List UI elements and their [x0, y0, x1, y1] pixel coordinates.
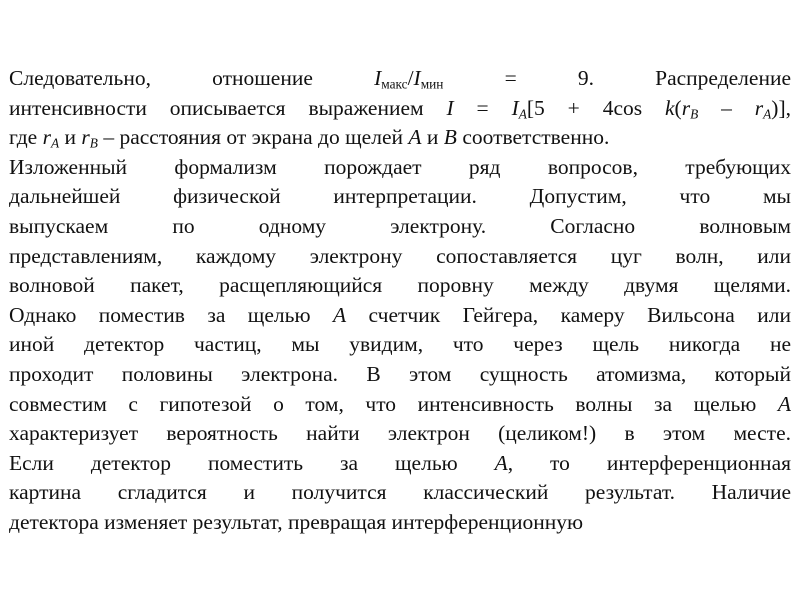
text-segment: Следовательно, отношение [9, 66, 375, 90]
text-line-11: проходит половины электрона. В этом сущность атомизма, который [9, 361, 791, 386]
intensity-ratio: $I_{макс}/I_{мин}$ [374, 66, 444, 92]
intensity-formula: $I = I_A[5 + 4\cos$ $k(r_B - r_A)$], [446, 95, 791, 122]
text-line-6: выпускаем по одному электрону. Согласно волновым [9, 213, 791, 238]
text-line-13: характеризует вероятность найти электрон (целиком!) в этом месте. [9, 421, 791, 446]
text-line-12: совместим с гипотезой о том, что интенсивность волны за щелью A [9, 391, 791, 416]
text-line-10: иной детектор частиц, мы увидим, что через щель никогда не [9, 332, 791, 357]
text-segment: = 9. Распределение [443, 66, 791, 90]
text-line-2 [9, 94, 791, 124]
text-line-7: представлениям, каждому электрону сопоставляется цуг волн, или [9, 243, 791, 268]
text-line-8: волновой пакет, расщепляющийся поровну между двумя щелями. [9, 273, 791, 298]
text-line-9: Однако поместив за щелью A счетчик Гейгера, камеру Вильсона или [9, 302, 791, 327]
text-line-5: дальнейшей физической интерпретации. Допустим, что мы [9, 184, 791, 209]
text-segment: интенсивности описывается выражением [9, 95, 447, 120]
text-line-16: детектора изменяет результат, превращая интерференционную [9, 509, 584, 534]
text-line-4: Изложенный формализм порождает ряд вопросов, требующих [9, 154, 791, 179]
body-text [9, 64, 791, 538]
text-line-3: где $r_A$ и $r_B$ – расстояния от экрана до щелей A и B соответственно. [9, 125, 610, 151]
text-line-1 [9, 64, 791, 94]
text-line-15: картина сгладится и получится классический результат. Наличие [9, 480, 791, 505]
text-line-14: Если детектор поместить за щелью A, то интерференционная [9, 450, 791, 475]
